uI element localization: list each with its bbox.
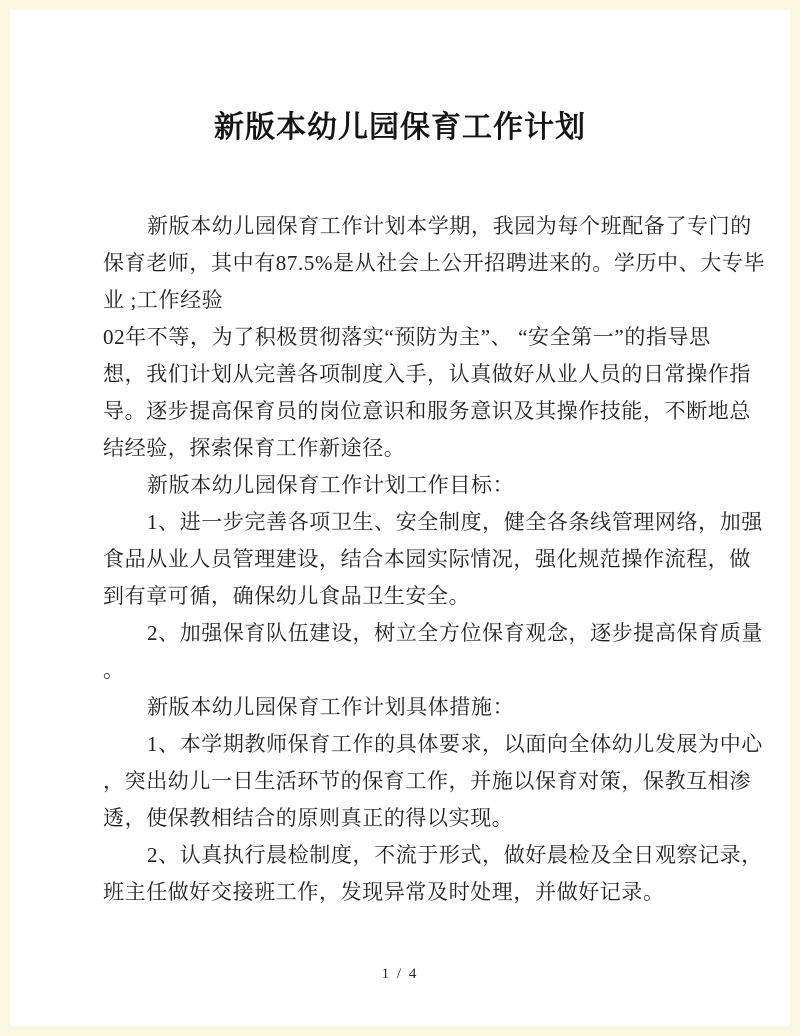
- text-line: 业 ;工作经验: [103, 288, 224, 312]
- text-line: 透，使保教相结合的原则真正的得以实现。: [103, 806, 514, 830]
- text-line: 班主任做好交接班工作，发现异常及时处理，并做好记录。: [103, 880, 665, 904]
- text-line: 导。逐步提高保育员的岗位意识和服务意识及其操作技能，不断地总: [103, 399, 751, 423]
- text-line: ，突出幼儿一日生活环节的保育工作，并施以保育对策，保教互相渗: [103, 769, 751, 793]
- text-line: 到有章可循，确保幼儿食品卫生安全。: [103, 584, 471, 608]
- document-page: [10, 10, 790, 1026]
- text-line: 2、认真执行晨检制度，不流于形式，做好晨检及全日观察记录，: [147, 843, 763, 867]
- text-line: 1、进一步完善各项卫生、安全制度，健全各条线管理网络，加强: [147, 510, 763, 534]
- document-body: [103, 208, 766, 911]
- text-line: 1、本学期教师保育工作的具体要求，以面向全体幼儿发展为中心: [147, 732, 763, 756]
- document-title: 新版本幼儿园保育工作计划: [214, 111, 586, 144]
- text-line: 食品从业人员管理建设，结合本园实际情况，强化规范操作流程，做: [103, 547, 751, 571]
- text-line: 新版本幼儿园保育工作计划工作目标：: [147, 473, 515, 497]
- text-line: 2、加强保育队伍建设，树立全方位保育观念，逐步提高保育质量: [147, 621, 763, 645]
- text-line: 结经验，探索保育工作新途径。: [103, 436, 406, 460]
- text-line: 02年不等，为了积极贯彻落实“预防为主”、 “安全第一”的指导思: [103, 325, 711, 349]
- text-line: 保育老师，其中有87.5%是从社会上公开招聘进来的。学历中、大专毕: [103, 251, 766, 275]
- text-line: 。: [103, 658, 125, 682]
- page-indicator: 1 / 4: [381, 966, 419, 982]
- page-number: [10, 966, 790, 983]
- text-line: 新版本幼儿园保育工作计划本学期，我园为每个班配备了专门的: [147, 214, 752, 238]
- text-line: 想，我们计划从完善各项制度入手，认真做好从业人员的日常操作指: [103, 362, 751, 386]
- text-line: 新版本幼儿园保育工作计划具体措施：: [147, 695, 515, 719]
